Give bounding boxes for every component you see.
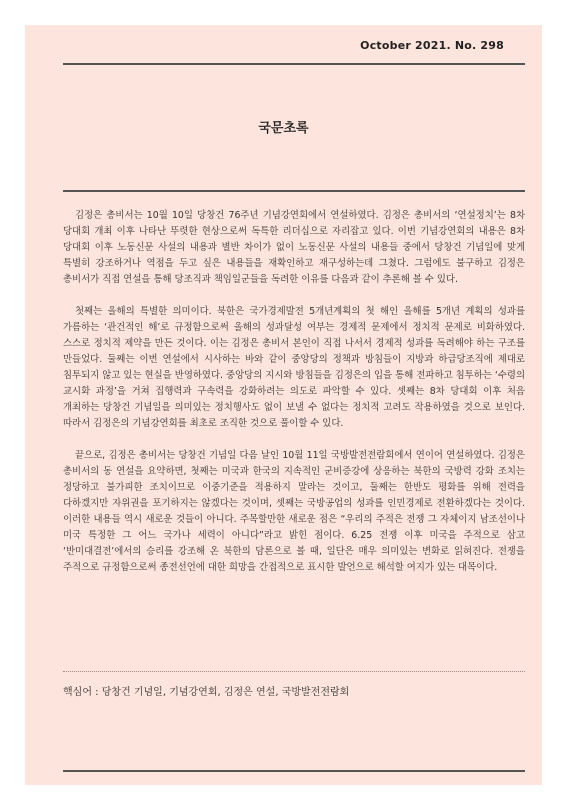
abstract-body	[63, 208, 525, 592]
page	[25, 25, 542, 785]
keywords-line: 핵심어 : 당창건 기념일, 기념강연회, 김정은 연설, 국방발전전람회	[63, 687, 350, 698]
top-divider	[63, 63, 525, 65]
title-divider	[63, 190, 525, 192]
page-title: 국문초록	[258, 121, 309, 136]
keywords-separator	[63, 671, 525, 672]
bottom-divider	[63, 770, 525, 772]
abstract-paragraph-2: 첫째는 올해의 특별한 의미이다. 북한은 국가경제발전 5개년계획의 첫 해인 올해를 5개년 계획의 성과를 가름하는 ‘관건적인 해’로 규정함으로써 올해의 성과달성 여부는 경제적 문제에서 정치적 문제로 비화하였다. 스스로 정치적 제약을 만든 것이다. 이는 김정은 총비서 본인이 직접 나서서 경제적 성과를 독려해야 하는 구조를 만들었다. 둘째는 이번 연설에서 시사하는 바와 같이 중앙당의 정책과 방침들이 지방과 하급당조직에 제대로 침투되지 않고 있는 현실을 반영하였다. 중앙당의 지시와 방침들을 김정은의 입을 통해 전파하고 침투하는 ‘수령의 교시화 과정’을 거쳐 집행력과 구속력을 강화하려는 의도로 파악할 수 있다. 셋째는 8차 당대회 이후 처음 개최하는 당창건 기념일을 의미있는 정치행사도 없이 보낼 수 없다는 정치적 고려도 작용하였을 것으로 보인다. 따라서 김정은의 기념강연회를 최초로 조직한 것으로 풀이할 수 있다.	[63, 306, 525, 429]
abstract-paragraph-3: 끝으로, 김정은 총비서는 당창건 기념일 다음 날인 10월 11일 국방발전전람회에서 연이어 연설하였다. 김정은 총비서의 동 연설을 요약하면, 첫째는 미국과 한국의 지속적인 군비증강에 상응하는 북한의 국방력 강화 조치는 정당하고 불가피한 조치이므로 이중기준을 적용하지 말라는 것이고, 둘째는 한반도 평화를 위해 전력을 다하겠지만 자위권을 포기하지는 않겠다는 것이며, 셋째는 국방공업의 성과를 인민경제로 전환하겠다는 것이다. 이러한 내용들 역시 새로운 것들이 아니다. 주목할만한 새로운 점은 “우리의 주적은 전쟁 그 자체이지 남조선이나 미국 특정한 그 어느 국가나 세력이 아니다”라고 밝힌 점이다. 6.25 전쟁 이후 미국을 주적으로 삼고 ‘반미대결전’에서의 승리를 강조해 온 북한의 담론으로 볼 때, 일단은 매우 의미있는 변화로 읽혀진다. 전쟁을 주적으로 규정함으로써 종전선언에 대한 희망을 간접적으로 표시한 발언으로 해석할 여지가 있는 대목이다.	[63, 450, 525, 573]
abstract-paragraph-1: 김정은 총비서는 10월 10일 당창건 76주년 기념강연회에서 연설하였다. 김정은 총비서의 ‘연설정치’는 8차 당대회 개최 이후 나타난 뚜렷한 현상으로써 독특한 리더십으로 자리잡고 있다. 이번 기념강연회의 내용은 8차 당대회 이후 노동신문 사설의 내용과 별반 차이가 없이 노동신문 사설의 내용들 중에서 당창건 기념일에 맞게 특별히 강조하거나 역점을 두고 싶은 내용들을 재확인하고 재구성하는데 그쳤다. 그럼에도 불구하고 김정은 총비서가 직접 연설을 통해 당조직과 책임일군들을 독려한 이유를 다음과 같이 추론해 볼 수 있다.	[63, 210, 525, 285]
issue-label: October 2021. No. 298	[360, 39, 504, 52]
